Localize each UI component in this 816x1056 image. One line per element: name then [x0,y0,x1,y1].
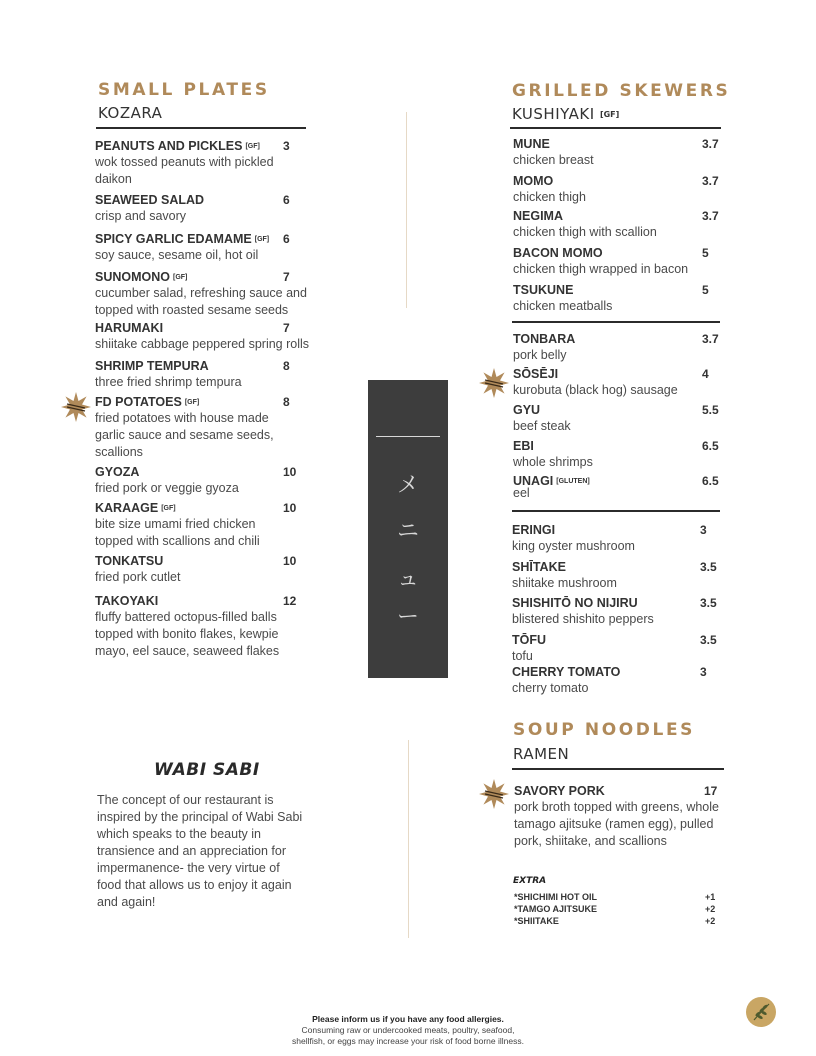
menu-item [513,332,723,364]
item-price: 5.5 [702,403,719,417]
menu-item [513,474,723,502]
item-description: crisp and savory [95,209,187,223]
small-plates-rule [96,127,306,129]
item-description: shiitake mushroom [512,576,617,590]
item-price: 6.5 [702,474,719,488]
item-name: SŌSĒJI [513,367,559,381]
panel-rule [376,436,440,437]
item-name: BACON MOMO [513,246,603,260]
item-tag: [GF] [173,274,188,282]
item-name: SEAWEED SALAD [95,193,205,207]
item-tag: [GF] [245,143,260,151]
item-price: 3.5 [700,560,717,574]
item-name: HARUMAKI [95,321,164,335]
menu-item [512,633,722,665]
item-description: king oyster mushroom [512,539,635,553]
item-price: 6 [283,232,290,246]
extra-price: +1 [705,892,716,902]
item-name: MUNE [513,137,550,151]
item-description: three fried shrimp tempura [95,375,242,389]
item-price: 3.7 [702,209,719,223]
menu-item [95,395,325,461]
item-name: TAKOYAKI [95,594,159,608]
item-price: 5 [702,283,709,297]
soup-subtitle: RAMEN [513,745,570,763]
item-description: chicken thigh with scallion [513,225,657,239]
skewers-rule [510,127,721,129]
item-name: TONBARA [513,332,576,346]
soup-title: SOUP NOODLES [513,720,696,740]
item-name: EBI [513,439,534,453]
item-name: SUNOMONO [95,270,170,284]
item-price: 3.5 [700,596,717,610]
item-name: CHERRY TOMATO [512,665,621,679]
menu-item [513,367,723,399]
warning-line: shellfish, or eggs may increase your risk of food borne illness. [292,1036,524,1046]
item-name: FD POTATOES [95,395,182,409]
allergy-line: Please inform us if you have any food allergies. [312,1014,504,1024]
item-description: soy sauce, sesame oil, hot oil [95,248,259,262]
extra-item: *SHIITAKE [514,916,559,926]
extra-price: +2 [705,904,716,914]
item-price: 3.7 [702,137,719,151]
item-description: chicken meatballs [513,299,613,313]
menu-item [95,270,325,319]
small-plates-subtitle: KOZARA [98,104,163,122]
starburst-icon [479,368,509,398]
wabi-sabi-title: WABI SABI [154,760,260,780]
small-plates-title: SMALL PLATES [98,80,270,100]
item-price: 6 [283,193,290,207]
menu-item [513,439,723,471]
item-description: fried potatoes with house made garlic sauce and sesame seeds, scallions [95,411,274,459]
menu-item [514,784,744,850]
allergy-notice [248,1014,568,1047]
menu-item [513,403,723,435]
menu-item [513,137,723,169]
item-price: 7 [283,270,290,284]
item-name: TSUKUNE [513,283,574,297]
item-description: fried pork cutlet [95,570,181,584]
skewers-rule-3 [512,510,720,512]
skewers-rule-2 [512,321,720,323]
item-description: eel [513,486,530,500]
item-tag: [GF] [184,399,200,407]
menu-item [95,594,325,660]
item-description: fried pork or veggie gyoza [95,481,239,495]
item-price: 3 [700,523,707,537]
item-price: 10 [283,465,297,479]
item-name: TONKATSU [95,554,164,568]
item-price: 10 [283,501,297,515]
item-description: bite size umami fried chicken topped with scallions and chili [95,517,260,548]
item-description: whole shrimps [513,455,593,469]
menu-item [512,523,722,555]
menu-item [95,554,325,586]
panel-kana: ュ [396,567,419,592]
item-name: SHISHITŌ NO NIJIRU [512,596,638,610]
item-price: 3.7 [702,332,719,346]
extra-item: *SHICHIMI HOT OIL [514,892,597,902]
item-tag: [GLUTEN] [556,478,590,486]
item-name: SHRIMP TEMPURA [95,359,209,373]
item-name: SAVORY PORK [514,784,605,798]
item-description: kurobuta (black hog) sausage [513,383,678,397]
item-name: TŌFU [512,633,547,647]
item-name: KARAAGE [95,501,159,515]
item-name: GYU [513,403,541,417]
extra-price: +2 [705,916,716,926]
item-description: cucumber salad, refreshing sauce and topped with roasted sesame seeds [95,286,307,317]
menu-item [513,209,723,241]
item-description: chicken thigh [513,190,586,204]
item-description: beef steak [513,419,571,433]
column-divider [408,740,409,938]
soup-rule [512,768,724,770]
starburst-icon [61,392,91,422]
menu-item [95,139,325,188]
item-price: 8 [283,395,290,409]
item-price: 6.5 [702,439,719,453]
item-name: GYOZA [95,465,140,479]
item-description: pork broth topped with greens, whole tamago ajitsuke (ramen egg), pulled pork, shiitake, and scallions [514,800,719,848]
item-description: chicken breast [513,153,594,167]
menu-item [95,232,325,264]
item-tag: [GF] [161,505,176,513]
skewers-subtitle-tag: [GF] [599,110,620,119]
item-name: PEANUTS AND PICKLES [95,139,243,153]
item-description: pork belly [513,348,567,362]
item-name: SPICY GARLIC EDAMAME [95,232,252,246]
item-name: SHĪTAKE [512,560,566,574]
item-price: 12 [283,594,297,608]
extra-item: *TAMGO AJITSUKE [514,904,598,914]
item-price: 4 [702,367,709,381]
panel-kana: メ [396,473,419,498]
menu-item [95,501,325,550]
item-name: ERINGI [512,523,556,537]
menu-item [95,321,325,353]
skewers-title: GRILLED SKEWERS [512,81,731,101]
item-description: chicken thigh wrapped in bacon [513,262,689,276]
skewers-subtitle [512,105,619,123]
item-name: UNAGI [513,474,554,488]
menu-item [513,283,723,315]
panel-kana: ニ [396,519,419,544]
item-price: 5 [702,246,709,260]
item-tag: [GF] [254,236,270,244]
starburst-icon [479,779,509,809]
menu-item [95,193,325,225]
wabi-sabi-text: The concept of our restaurant is inspired by the principal of Wabi Sabi which speaks to the beauty in transience and an appreciation for impermanence- the very virtue of food that allows us to enjoy it again and again! [97,793,303,909]
item-price: 10 [283,554,297,568]
menu-vertical-panel [368,380,448,678]
menu-item [512,596,722,628]
item-price: 3 [283,139,290,153]
item-description: fluffy battered octopus-filled balls topped with bonito flakes, kewpie mayo, eel sauce, seaweed flakes [95,610,280,658]
item-name: NEGIMA [513,209,563,223]
item-price: 3.5 [700,633,717,647]
menu-item [95,359,325,391]
item-price: 7 [283,321,290,335]
item-description: tofu [512,649,533,663]
column-divider [406,112,407,308]
warning-line: Consuming raw or undercooked meats, poultry, seafood, [301,1025,515,1035]
panel-kana: ー [396,605,419,630]
skewers-subtitle-text: KUSHIYAKI [512,105,595,123]
leaf-badge-icon [745,996,777,1028]
menu-item [513,174,723,206]
item-description: shiitake cabbage peppered spring rolls [95,337,310,351]
item-price: 17 [704,784,718,798]
item-price: 3 [700,665,707,679]
menu-item [512,665,722,697]
item-description: wok tossed peanuts with pickled daikon [95,155,274,186]
menu-item [512,560,722,592]
item-name: MOMO [513,174,554,188]
item-price: 3.7 [702,174,719,188]
menu-item [95,465,325,497]
item-description: blistered shishito peppers [512,612,654,626]
item-price: 8 [283,359,290,373]
item-description: cherry tomato [512,681,589,695]
extra-title: EXTRA [513,876,547,886]
menu-item [513,246,723,278]
